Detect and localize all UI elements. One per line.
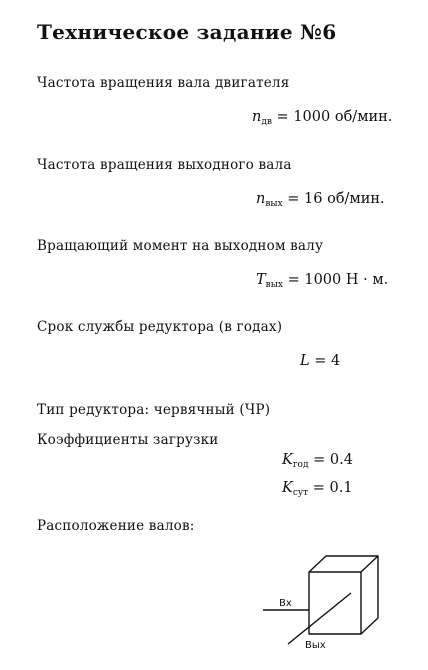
load-coefficients-label: Коэффициенты загрузки [37, 432, 219, 448]
input-shaft-label: Вх [279, 598, 292, 609]
subscript: год [292, 460, 309, 470]
value: 4 [331, 353, 341, 369]
cube-side-face [361, 556, 378, 634]
value: 0.4 [329, 452, 353, 468]
symbol: K [282, 452, 293, 468]
day-coefficient-formula: $K_{сут} = 0.1$ [282, 480, 353, 498]
output-speed-label: Частота вращения выходного вала [37, 157, 292, 173]
unit: об/мин. [327, 191, 385, 207]
value: 16 [304, 191, 323, 207]
value: 1000 [293, 109, 331, 125]
unit: Н · м. [345, 272, 389, 288]
shafts-label: Расположение валов: [37, 518, 195, 534]
value: 0.1 [329, 480, 353, 496]
cube-top-face [309, 556, 378, 572]
output-torque-label: Вращающий момент на выходном валу [37, 238, 324, 254]
reducer-type-label: Тип редуктора: червячный (ЧР) [37, 402, 271, 418]
subscript: вых [265, 199, 283, 209]
service-life-label: Срок службы редуктора (в годах) [37, 319, 283, 335]
subscript: сут [292, 488, 309, 498]
output-shaft-line [288, 593, 351, 644]
document-title: Техническое задание №6 [37, 20, 337, 44]
symbol: L [300, 353, 310, 369]
shaft-arrangement-diagram [258, 552, 383, 657]
value: 1000 [304, 272, 342, 288]
symbol: n [256, 191, 266, 207]
cube-front-face [309, 572, 361, 634]
motor-speed-label: Частота вращения вала двигателя [37, 75, 290, 91]
output-speed-formula: $n_{вых} = 16$ об/мин. [256, 191, 385, 209]
symbol: K [282, 480, 293, 496]
service-life-formula: L = 4 [300, 353, 341, 369]
subscript: вых [265, 280, 283, 290]
subscript: дв [261, 117, 272, 127]
symbol: n [252, 109, 262, 125]
unit: об/мин. [334, 109, 393, 125]
output-torque-formula: $T_{вых} = 1000$ Н · м. [256, 272, 389, 290]
year-coefficient-formula: $K_{год} = 0.4$ [282, 452, 353, 470]
symbol: T [256, 272, 266, 288]
output-shaft-label: Вых [305, 640, 326, 651]
motor-speed-formula: $n_{дв} = 1000$ об/мин. [252, 109, 393, 127]
